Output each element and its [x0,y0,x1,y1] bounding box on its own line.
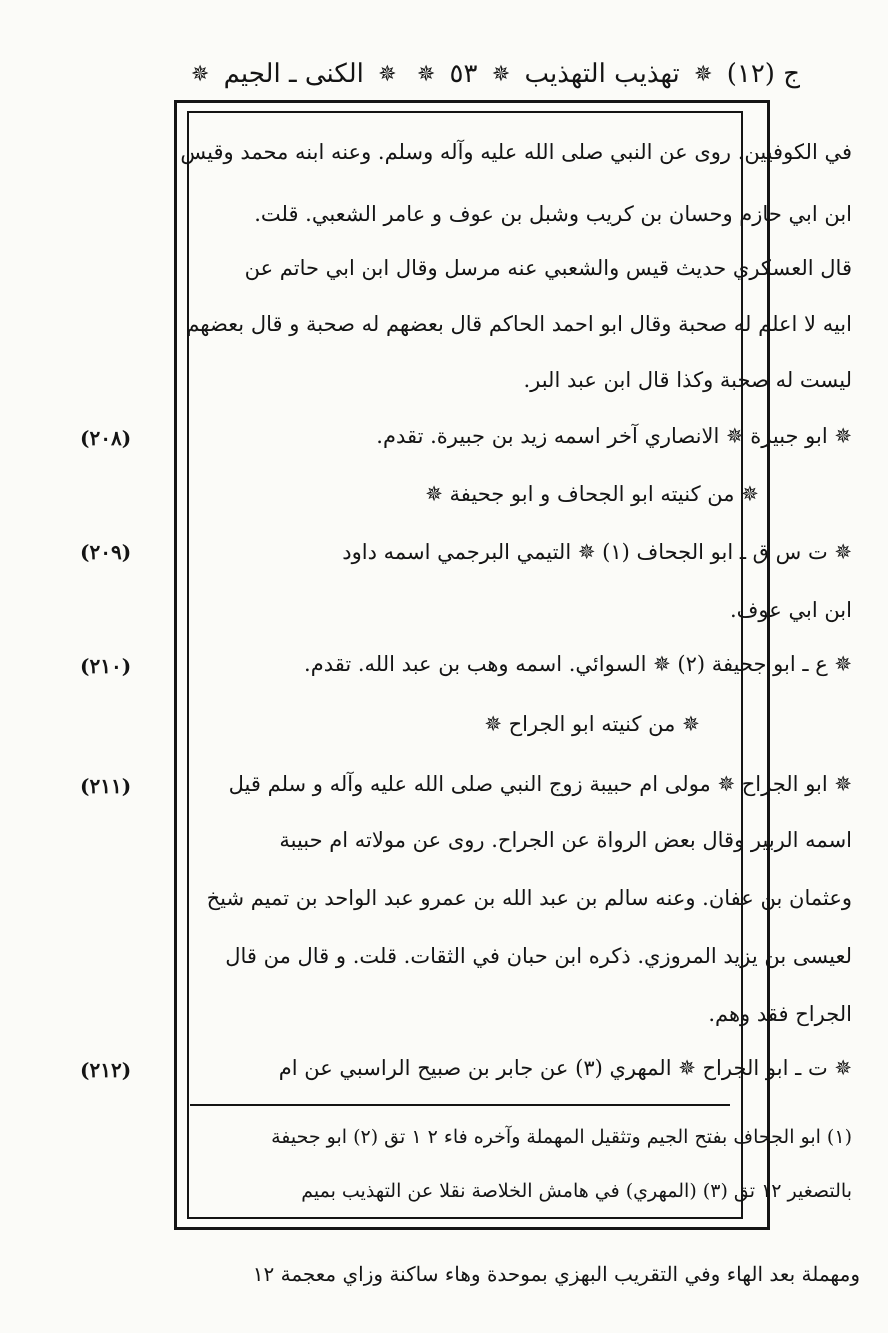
text-line: ليست له صحبة وكذا قال ابن عبد البر. [523,368,852,392]
entry-number: (٢٠٩) [80,540,132,564]
text-line: اسمه الربير وقال بعض الرواة عن الجراح. روى عن مولاته ام حبيبة [279,828,852,852]
text-line: ابيه لا اعلم له صحبة وقال ابو احمد الحاكم قال بعضهم له صحبة و قال بعضهم [186,312,852,336]
entry-number: (٢٠٨) [80,426,132,450]
footnote-line: (١) ابو الجحاف بفتح الجيم وتثقيل المهملة وآخره فاء ٢ ١ تق (٢) ابو جحيفة [271,1126,852,1148]
text-line: في الكوفيين. روى عن النبي صلى الله عليه وآله وسلم. وعنه ابنه محمد وقيس [180,140,852,164]
footnote-continuation: ومهملة بعد الهاء وفي التقريب البهزي بموحدة وهاء ساكنة وزاي معجمة ١٢ [252,1262,860,1286]
footnote-divider [190,1104,730,1106]
section-heading: ✵ من كنيته ابو الجحاف و ابو جحيفة ✵ [425,482,759,506]
text-line: ابن ابي عوف. [729,598,852,622]
text-line: ابن ابي حازم وحسان بن كريب وشبل بن عوف و عامر الشعبي. قلت. [254,202,852,226]
ornament-icon: ✵ [491,61,511,87]
header-section: الكنى ـ الجيم [223,59,364,89]
entry-line: ✵ ت ـ ابو الجراح ✵ المهري (٣) عن جابر بن صبيح الراسبي عن ام [278,1056,852,1080]
header-book: تهذيب التهذيب [524,59,680,89]
entry-number: (٢١٢) [80,1058,132,1082]
ornament-icon: ✵ [378,61,397,87]
text-line: لعيسى بن يزيد المروزي. ذكره ابن حبان في الثقات. قلت. و قال من قال [225,944,852,968]
section-heading: ✵ من كنيته ابو الجراح ✵ [484,712,700,736]
entry-line: ✵ ابو الجراح ✵ مولى ام حبيبة زوج النبي صلى الله عليه وآله و سلم قيل [228,772,852,796]
header-volume: ج (١٢) [726,59,800,89]
entry-line: ✵ ابو جبيرة ✵ الانصاري آخر اسمه زيد بن جبيرة. تقدم. [376,424,852,448]
ornament-icon: ✵ [694,61,713,87]
entry-line: ✵ ت س ق ـ ابو الجحاف (١) ✵ التيمي البرجمي اسمه داود [342,540,852,564]
ornament-icon: ✵ [190,61,210,87]
running-header [180,58,800,98]
footnote-line: بالتصغير ١٢ تق (٣) (المهري) في هامش الخلاصة نقلا عن التهذيب بميم [301,1180,852,1202]
header-page: ٥٣ [449,59,478,89]
entry-line: ✵ ع ـ ابو جحيفة (٢) ✵ السوائي. اسمه وهب بن عبد الله. تقدم. [304,652,852,676]
text-line: قال العسكري حديث قيس والشعبي عنه مرسل وقال ابن ابي حاتم عن [244,256,852,280]
ornament-icon: ✵ [416,61,436,87]
entry-number: (٢١١) [80,774,132,798]
text-line: وعثمان بن عفان. وعنه سالم بن عبد الله بن عمرو عبد الواحد بن تميم شيخ [206,886,852,910]
entry-number: (٢١٠) [80,654,132,678]
text-line: الجراح فقد وهم. [708,1002,852,1026]
